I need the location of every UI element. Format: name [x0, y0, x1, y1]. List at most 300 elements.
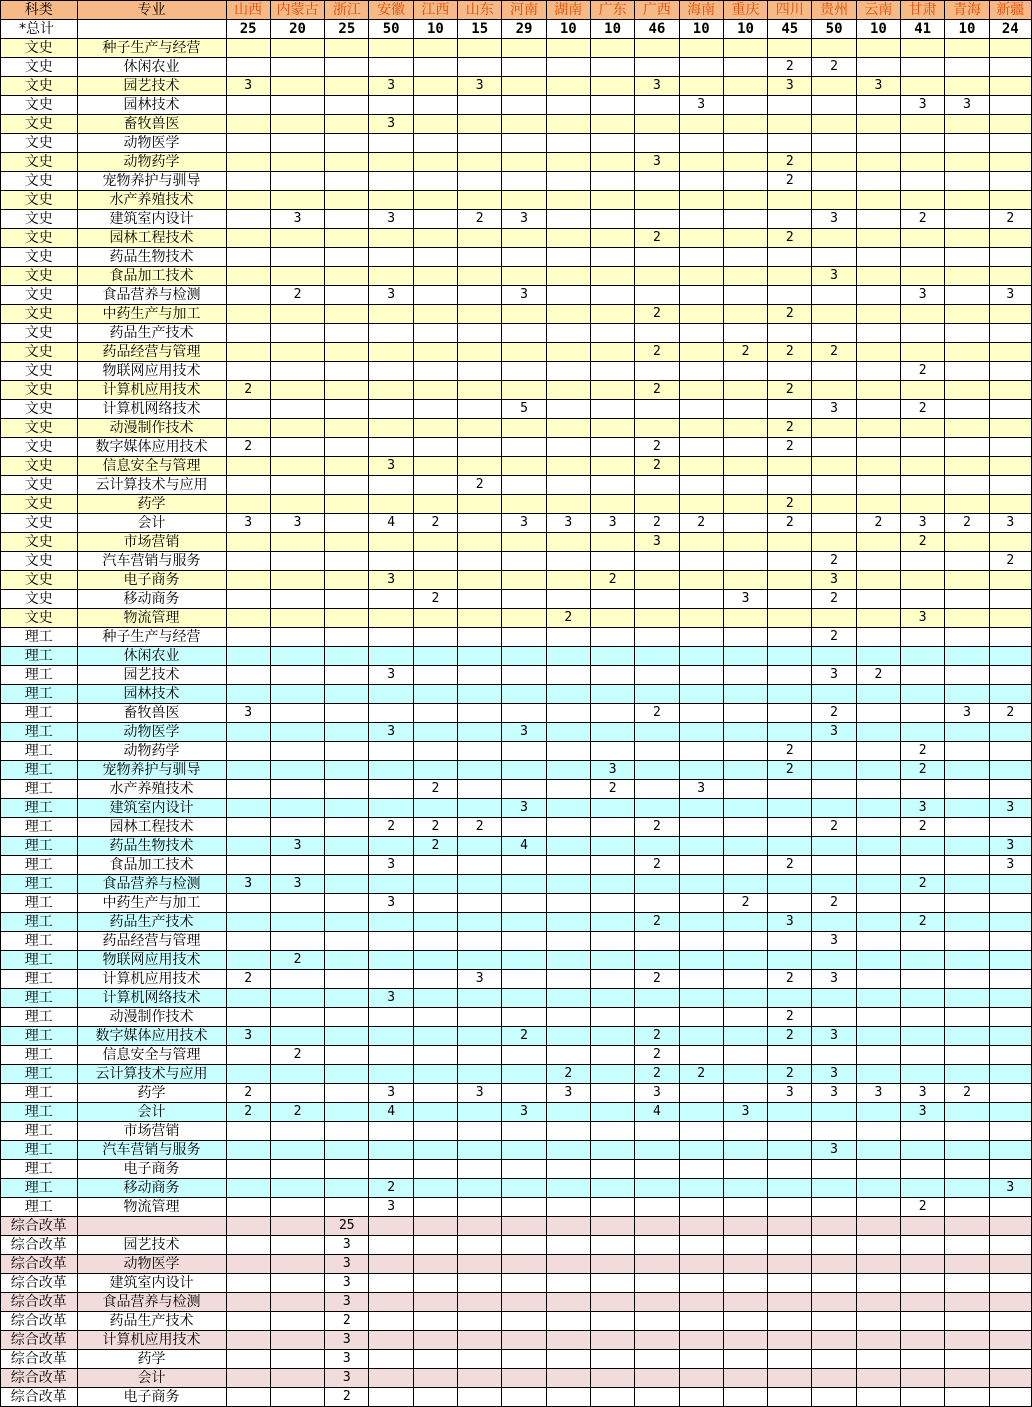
quota-cell[interactable] [458, 229, 502, 248]
quota-cell[interactable] [546, 913, 590, 932]
quota-cell[interactable] [723, 685, 767, 704]
quota-cell[interactable] [812, 1046, 856, 1065]
quota-cell[interactable] [901, 894, 945, 913]
quota-cell[interactable] [325, 951, 369, 970]
quota-cell[interactable] [502, 913, 546, 932]
quota-cell[interactable] [901, 989, 945, 1008]
quota-cell[interactable]: 3 [270, 210, 324, 229]
quota-cell[interactable] [856, 875, 900, 894]
quota-cell[interactable]: 2 [635, 913, 679, 932]
quota-cell[interactable] [458, 400, 502, 419]
quota-cell[interactable] [635, 1160, 679, 1179]
quota-cell[interactable] [812, 1236, 856, 1255]
quota-cell[interactable] [226, 172, 270, 191]
quota-cell[interactable] [945, 1103, 989, 1122]
category-cell[interactable]: 文史 [1, 609, 78, 628]
quota-cell[interactable] [989, 1312, 1031, 1331]
quota-cell[interactable]: 2 [226, 1103, 270, 1122]
quota-cell[interactable] [635, 723, 679, 742]
quota-cell[interactable] [812, 1217, 856, 1236]
quota-cell[interactable] [325, 837, 369, 856]
major-cell[interactable]: 计算机应用技术 [77, 381, 226, 400]
quota-cell[interactable] [768, 1350, 812, 1369]
quota-cell[interactable] [812, 514, 856, 533]
major-cell[interactable]: 宠物养护与驯导 [77, 761, 226, 780]
quota-cell[interactable]: 2 [856, 514, 900, 533]
quota-cell[interactable] [502, 457, 546, 476]
quota-cell[interactable] [856, 1255, 900, 1274]
quota-cell[interactable] [901, 1331, 945, 1350]
quota-cell[interactable]: 3 [768, 1084, 812, 1103]
quota-cell[interactable] [590, 1065, 634, 1084]
category-cell[interactable]: 理工 [1, 1198, 78, 1217]
quota-cell[interactable] [945, 495, 989, 514]
quota-cell[interactable]: 2 [635, 343, 679, 362]
total-value-cell[interactable]: 10 [945, 20, 989, 39]
quota-cell[interactable] [413, 894, 457, 913]
quota-cell[interactable] [270, 1065, 324, 1084]
quota-cell[interactable]: 3 [812, 666, 856, 685]
major-cell[interactable]: 电子商务 [77, 1388, 226, 1407]
header-province-cell[interactable]: 山东 [458, 1, 502, 20]
quota-cell[interactable] [945, 457, 989, 476]
quota-cell[interactable] [945, 609, 989, 628]
quota-cell[interactable] [458, 419, 502, 438]
quota-cell[interactable] [413, 685, 457, 704]
total-value-cell[interactable]: 29 [502, 20, 546, 39]
major-cell[interactable]: 休闲农业 [77, 647, 226, 666]
quota-cell[interactable] [945, 837, 989, 856]
quota-cell[interactable] [723, 552, 767, 571]
quota-cell[interactable] [768, 951, 812, 970]
category-cell[interactable]: 文史 [1, 438, 78, 457]
quota-cell[interactable] [458, 1350, 502, 1369]
quota-cell[interactable] [901, 134, 945, 153]
major-cell[interactable]: 数字媒体应用技术 [77, 438, 226, 457]
quota-cell[interactable] [369, 1008, 413, 1027]
quota-cell[interactable] [458, 894, 502, 913]
quota-cell[interactable]: 2 [901, 533, 945, 552]
quota-cell[interactable] [635, 134, 679, 153]
quota-cell[interactable] [989, 172, 1031, 191]
category-cell[interactable]: 文史 [1, 115, 78, 134]
quota-cell[interactable] [502, 134, 546, 153]
quota-cell[interactable] [945, 1008, 989, 1027]
quota-cell[interactable] [812, 761, 856, 780]
quota-cell[interactable] [226, 419, 270, 438]
quota-cell[interactable]: 2 [413, 590, 457, 609]
quota-cell[interactable] [502, 742, 546, 761]
quota-cell[interactable] [590, 286, 634, 305]
quota-cell[interactable] [546, 1217, 590, 1236]
quota-cell[interactable] [723, 324, 767, 343]
quota-cell[interactable] [901, 1141, 945, 1160]
quota-cell[interactable] [270, 533, 324, 552]
quota-cell[interactable]: 2 [812, 628, 856, 647]
quota-cell[interactable]: 3 [270, 837, 324, 856]
quota-cell[interactable] [679, 1084, 723, 1103]
quota-cell[interactable] [590, 590, 634, 609]
quota-cell[interactable] [945, 1065, 989, 1084]
quota-cell[interactable] [458, 666, 502, 685]
quota-cell[interactable] [325, 96, 369, 115]
quota-cell[interactable]: 2 [901, 400, 945, 419]
quota-cell[interactable] [590, 400, 634, 419]
quota-cell[interactable] [226, 761, 270, 780]
major-cell[interactable]: 种子生产与经营 [77, 628, 226, 647]
quota-cell[interactable] [679, 1122, 723, 1141]
quota-cell[interactable] [723, 457, 767, 476]
quota-cell[interactable] [989, 134, 1031, 153]
category-cell[interactable]: 理工 [1, 780, 78, 799]
category-cell[interactable]: 文史 [1, 514, 78, 533]
quota-cell[interactable]: 2 [635, 457, 679, 476]
quota-cell[interactable] [546, 1312, 590, 1331]
quota-cell[interactable] [413, 1293, 457, 1312]
quota-cell[interactable] [768, 1160, 812, 1179]
quota-cell[interactable] [768, 1198, 812, 1217]
quota-cell[interactable] [945, 932, 989, 951]
quota-cell[interactable] [546, 1179, 590, 1198]
quota-cell[interactable] [325, 894, 369, 913]
quota-cell[interactable] [989, 457, 1031, 476]
quota-cell[interactable] [325, 1198, 369, 1217]
quota-cell[interactable] [989, 229, 1031, 248]
major-cell[interactable]: 计算机网络技术 [77, 989, 226, 1008]
quota-cell[interactable] [901, 723, 945, 742]
quota-cell[interactable] [458, 1122, 502, 1141]
quota-cell[interactable] [768, 1236, 812, 1255]
quota-cell[interactable] [590, 685, 634, 704]
quota-cell[interactable] [502, 115, 546, 134]
quota-cell[interactable] [226, 362, 270, 381]
major-cell[interactable]: 食品营养与检测 [77, 286, 226, 305]
quota-cell[interactable] [812, 1160, 856, 1179]
quota-cell[interactable] [901, 191, 945, 210]
quota-cell[interactable] [812, 989, 856, 1008]
total-value-cell[interactable]: 20 [270, 20, 324, 39]
quota-cell[interactable] [590, 362, 634, 381]
quota-cell[interactable] [945, 305, 989, 324]
quota-cell[interactable] [812, 191, 856, 210]
category-cell[interactable]: 理工 [1, 1179, 78, 1198]
quota-cell[interactable] [270, 761, 324, 780]
quota-cell[interactable] [590, 1331, 634, 1350]
quota-cell[interactable] [590, 419, 634, 438]
quota-cell[interactable] [768, 1217, 812, 1236]
quota-cell[interactable] [502, 267, 546, 286]
header-province-cell[interactable]: 甘肃 [901, 1, 945, 20]
total-label-cell[interactable]: *总计 [1, 20, 78, 39]
quota-cell[interactable] [590, 799, 634, 818]
quota-cell[interactable]: 3 [635, 1084, 679, 1103]
quota-cell[interactable]: 2 [369, 1179, 413, 1198]
major-cell[interactable]: 会计 [77, 514, 226, 533]
quota-cell[interactable] [768, 628, 812, 647]
quota-cell[interactable]: 3 [369, 210, 413, 229]
quota-cell[interactable] [369, 1122, 413, 1141]
quota-cell[interactable] [679, 723, 723, 742]
quota-cell[interactable] [768, 1312, 812, 1331]
quota-cell[interactable]: 2 [679, 514, 723, 533]
quota-cell[interactable] [413, 742, 457, 761]
quota-cell[interactable]: 2 [768, 172, 812, 191]
quota-cell[interactable] [635, 495, 679, 514]
quota-cell[interactable] [989, 1293, 1031, 1312]
quota-cell[interactable] [768, 894, 812, 913]
quota-cell[interactable] [502, 818, 546, 837]
quota-cell[interactable] [590, 134, 634, 153]
quota-cell[interactable] [901, 305, 945, 324]
quota-cell[interactable] [458, 1141, 502, 1160]
quota-cell[interactable] [369, 305, 413, 324]
quota-cell[interactable] [856, 837, 900, 856]
quota-cell[interactable] [812, 495, 856, 514]
quota-cell[interactable] [458, 1046, 502, 1065]
quota-cell[interactable] [989, 723, 1031, 742]
quota-cell[interactable] [458, 438, 502, 457]
quota-cell[interactable] [502, 1084, 546, 1103]
quota-cell[interactable] [856, 628, 900, 647]
quota-cell[interactable] [325, 362, 369, 381]
quota-cell[interactable]: 2 [768, 229, 812, 248]
quota-cell[interactable] [458, 628, 502, 647]
quota-cell[interactable] [812, 913, 856, 932]
total-value-cell[interactable]: 24 [989, 20, 1031, 39]
quota-cell[interactable]: 2 [768, 153, 812, 172]
quota-cell[interactable]: 3 [856, 1084, 900, 1103]
quota-cell[interactable] [502, 552, 546, 571]
quota-cell[interactable] [270, 343, 324, 362]
quota-cell[interactable] [546, 932, 590, 951]
quota-cell[interactable]: 3 [989, 1179, 1031, 1198]
quota-cell[interactable] [546, 552, 590, 571]
quota-cell[interactable] [856, 951, 900, 970]
quota-cell[interactable] [502, 58, 546, 77]
quota-cell[interactable] [723, 856, 767, 875]
quota-cell[interactable] [226, 1065, 270, 1084]
quota-cell[interactable]: 3 [989, 286, 1031, 305]
quota-cell[interactable] [989, 818, 1031, 837]
category-cell[interactable]: 理工 [1, 989, 78, 1008]
quota-cell[interactable] [856, 970, 900, 989]
quota-cell[interactable] [723, 1312, 767, 1331]
quota-cell[interactable] [546, 970, 590, 989]
quota-cell[interactable] [679, 305, 723, 324]
quota-cell[interactable] [945, 1046, 989, 1065]
quota-cell[interactable] [458, 248, 502, 267]
quota-cell[interactable] [723, 1046, 767, 1065]
quota-cell[interactable] [989, 1236, 1031, 1255]
quota-cell[interactable] [723, 799, 767, 818]
quota-cell[interactable] [546, 761, 590, 780]
quota-cell[interactable] [270, 913, 324, 932]
quota-cell[interactable] [812, 951, 856, 970]
quota-cell[interactable] [901, 229, 945, 248]
quota-cell[interactable]: 2 [768, 1027, 812, 1046]
quota-cell[interactable] [945, 438, 989, 457]
quota-cell[interactable] [270, 989, 324, 1008]
quota-cell[interactable] [270, 818, 324, 837]
quota-cell[interactable]: 3 [502, 210, 546, 229]
quota-cell[interactable]: 3 [502, 799, 546, 818]
quota-cell[interactable] [590, 267, 634, 286]
quota-cell[interactable] [226, 400, 270, 419]
quota-cell[interactable] [458, 932, 502, 951]
quota-cell[interactable] [856, 343, 900, 362]
quota-cell[interactable] [325, 609, 369, 628]
quota-cell[interactable] [502, 533, 546, 552]
total-value-cell[interactable]: 50 [369, 20, 413, 39]
quota-cell[interactable] [945, 1198, 989, 1217]
category-cell[interactable]: 文史 [1, 362, 78, 381]
quota-cell[interactable] [325, 742, 369, 761]
category-cell[interactable]: 文史 [1, 172, 78, 191]
quota-cell[interactable] [989, 1046, 1031, 1065]
header-province-cell[interactable]: 新疆 [989, 1, 1031, 20]
quota-cell[interactable] [679, 324, 723, 343]
major-cell[interactable]: 水产养殖技术 [77, 780, 226, 799]
quota-cell[interactable] [989, 780, 1031, 799]
quota-cell[interactable] [325, 495, 369, 514]
quota-cell[interactable] [989, 39, 1031, 58]
quota-cell[interactable] [502, 362, 546, 381]
quota-cell[interactable] [502, 970, 546, 989]
quota-cell[interactable]: 3 [369, 856, 413, 875]
quota-cell[interactable]: 2 [679, 1065, 723, 1084]
quota-cell[interactable] [458, 514, 502, 533]
quota-cell[interactable] [226, 1179, 270, 1198]
quota-cell[interactable]: 2 [270, 1103, 324, 1122]
quota-cell[interactable] [413, 1084, 457, 1103]
quota-cell[interactable] [502, 628, 546, 647]
quota-cell[interactable] [945, 742, 989, 761]
major-cell[interactable]: 动漫制作技术 [77, 419, 226, 438]
quota-cell[interactable] [413, 704, 457, 723]
quota-cell[interactable]: 2 [546, 1065, 590, 1084]
quota-cell[interactable]: 2 [812, 343, 856, 362]
quota-cell[interactable] [413, 248, 457, 267]
quota-cell[interactable]: 2 [812, 590, 856, 609]
quota-cell[interactable] [768, 780, 812, 799]
quota-cell[interactable] [458, 1369, 502, 1388]
quota-cell[interactable] [590, 875, 634, 894]
quota-cell[interactable] [989, 1255, 1031, 1274]
quota-cell[interactable] [546, 286, 590, 305]
header-province-cell[interactable]: 内蒙古 [270, 1, 324, 20]
quota-cell[interactable] [502, 875, 546, 894]
quota-cell[interactable]: 3 [812, 1027, 856, 1046]
quota-cell[interactable] [546, 1293, 590, 1312]
quota-cell[interactable] [768, 685, 812, 704]
quota-cell[interactable] [945, 856, 989, 875]
quota-cell[interactable]: 2 [768, 438, 812, 457]
quota-cell[interactable] [901, 58, 945, 77]
quota-cell[interactable]: 2 [635, 1046, 679, 1065]
quota-cell[interactable] [270, 647, 324, 666]
quota-cell[interactable] [679, 153, 723, 172]
quota-cell[interactable] [768, 590, 812, 609]
quota-cell[interactable] [812, 419, 856, 438]
quota-cell[interactable] [325, 856, 369, 875]
quota-cell[interactable] [723, 951, 767, 970]
quota-cell[interactable]: 2 [413, 818, 457, 837]
category-cell[interactable]: 综合改革 [1, 1369, 78, 1388]
quota-cell[interactable] [226, 1122, 270, 1141]
quota-cell[interactable] [768, 210, 812, 229]
quota-cell[interactable] [723, 248, 767, 267]
quota-cell[interactable] [413, 343, 457, 362]
quota-cell[interactable] [369, 400, 413, 419]
quota-cell[interactable] [369, 1141, 413, 1160]
quota-cell[interactable] [325, 970, 369, 989]
quota-cell[interactable] [856, 1198, 900, 1217]
quota-cell[interactable] [723, 419, 767, 438]
quota-cell[interactable] [989, 267, 1031, 286]
quota-cell[interactable] [226, 989, 270, 1008]
quota-cell[interactable] [546, 210, 590, 229]
quota-cell[interactable] [502, 1274, 546, 1293]
quota-cell[interactable]: 3 [226, 514, 270, 533]
quota-cell[interactable] [502, 1236, 546, 1255]
quota-cell[interactable] [945, 1331, 989, 1350]
quota-cell[interactable] [369, 837, 413, 856]
quota-cell[interactable]: 2 [945, 514, 989, 533]
quota-cell[interactable] [945, 191, 989, 210]
quota-cell[interactable] [635, 761, 679, 780]
quota-cell[interactable] [856, 1312, 900, 1331]
quota-cell[interactable] [945, 77, 989, 96]
quota-cell[interactable] [458, 495, 502, 514]
quota-cell[interactable] [945, 1312, 989, 1331]
quota-cell[interactable] [590, 229, 634, 248]
quota-cell[interactable] [901, 1274, 945, 1293]
quota-cell[interactable] [325, 704, 369, 723]
major-cell[interactable]: 药品生物技术 [77, 248, 226, 267]
quota-cell[interactable] [458, 58, 502, 77]
quota-cell[interactable] [325, 533, 369, 552]
quota-cell[interactable]: 2 [635, 229, 679, 248]
quota-cell[interactable] [502, 571, 546, 590]
quota-cell[interactable] [590, 894, 634, 913]
quota-cell[interactable] [369, 609, 413, 628]
quota-cell[interactable] [590, 837, 634, 856]
major-cell[interactable]: 汽车营销与服务 [77, 552, 226, 571]
quota-cell[interactable] [723, 39, 767, 58]
quota-cell[interactable] [325, 913, 369, 932]
category-cell[interactable]: 理工 [1, 1008, 78, 1027]
quota-cell[interactable] [369, 970, 413, 989]
quota-cell[interactable]: 3 [325, 1331, 369, 1350]
quota-cell[interactable] [413, 951, 457, 970]
quota-cell[interactable]: 2 [768, 305, 812, 324]
quota-cell[interactable] [413, 1008, 457, 1027]
quota-cell[interactable] [679, 115, 723, 134]
major-cell[interactable]: 电子商务 [77, 1160, 226, 1179]
quota-cell[interactable] [270, 1198, 324, 1217]
quota-cell[interactable] [812, 457, 856, 476]
quota-cell[interactable] [989, 343, 1031, 362]
category-cell[interactable]: 文史 [1, 571, 78, 590]
quota-cell[interactable] [590, 1255, 634, 1274]
quota-cell[interactable] [812, 856, 856, 875]
quota-cell[interactable] [413, 1217, 457, 1236]
quota-cell[interactable] [369, 1293, 413, 1312]
quota-cell[interactable] [723, 1274, 767, 1293]
quota-cell[interactable] [856, 1027, 900, 1046]
quota-cell[interactable] [679, 799, 723, 818]
quota-cell[interactable] [679, 704, 723, 723]
